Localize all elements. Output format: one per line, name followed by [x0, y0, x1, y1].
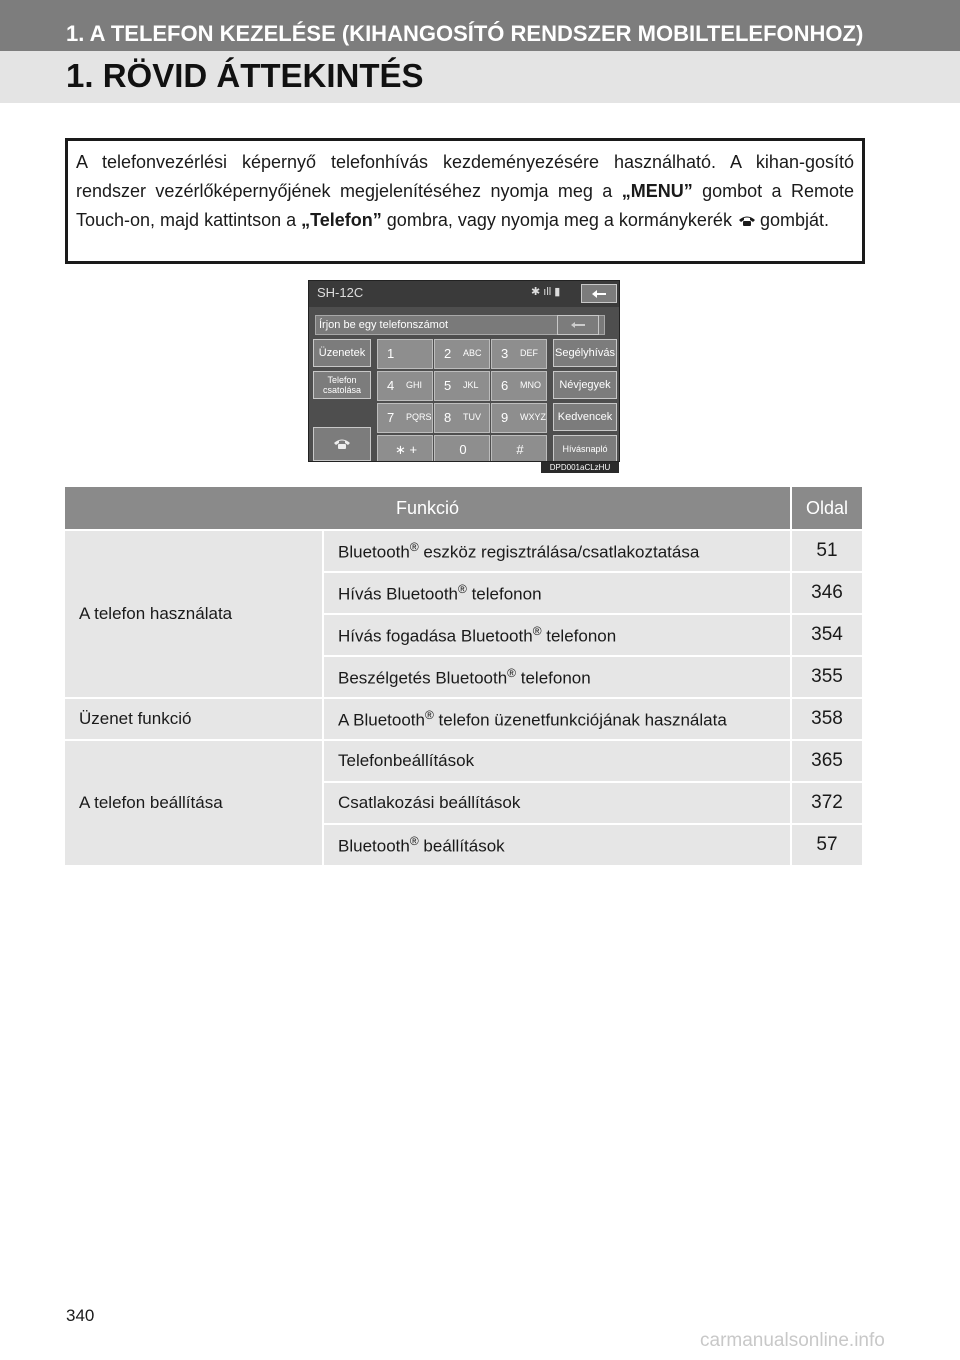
screen-key — [434, 371, 490, 401]
key-digit: 4 — [387, 378, 395, 393]
intro-text-1: A telefonvezérlési képernyő telefonhívás kezdeményezésére használható. A kihan-gosító rendszer vezérlőképernyőjének megjelenítéséhez nyomja meg a — [76, 152, 854, 201]
function-text-suffix: eszköz regisztrálása/csatlakoztatása — [418, 542, 700, 562]
registered-mark: ® — [409, 833, 419, 848]
function-text-suffix: beállítások — [418, 836, 505, 856]
intro-text-4: gombját. — [759, 210, 829, 230]
screen-back-button — [581, 284, 617, 303]
screen-key — [491, 371, 547, 401]
function-text: Bluetooth — [338, 542, 410, 562]
key-digit: 5 — [444, 378, 452, 393]
function-cell — [324, 697, 792, 739]
intro-box — [65, 138, 865, 264]
key-digit: 0 — [459, 442, 467, 457]
screen-right-button: Hívásnapló — [553, 435, 617, 462]
page-header — [0, 0, 960, 103]
group-name: A telefon használata — [65, 529, 324, 697]
function-text: Hívás fogadása Bluetooth — [338, 626, 533, 646]
function-text: Csatlakozási beállítások — [338, 793, 521, 812]
page-cell: 365 — [792, 739, 862, 781]
table-row — [65, 739, 862, 781]
page-cell: 372 — [792, 781, 862, 823]
screen-right-button: Segélyhívás — [553, 339, 617, 367]
table-row — [65, 697, 862, 739]
table-header-row — [65, 487, 862, 529]
chapter-title: 1. A TELEFON KEZELÉSE (KIHANGOSÍTÓ RENDSZER MOBILTELEFONHOZ) — [66, 21, 864, 46]
screen-key — [491, 435, 547, 462]
screen-left-button: Telefon csatolása — [313, 371, 371, 399]
group-name: A telefon beállítása — [65, 739, 324, 865]
registered-mark: ® — [458, 581, 467, 596]
screen-number-input: Írjon be egy telefonszámot — [315, 315, 605, 335]
function-text: A Bluetooth — [338, 710, 425, 730]
screen-key — [377, 339, 433, 369]
key-digit: 6 — [501, 378, 509, 393]
function-text: Beszélgetés Bluetooth — [338, 668, 508, 688]
function-cell — [324, 571, 792, 613]
screen-right-button: Névjegyek — [553, 371, 617, 399]
registered-mark: ® — [532, 623, 542, 638]
screen-key — [434, 403, 490, 433]
page-cell: 355 — [792, 655, 862, 697]
page-cell: 57 — [792, 823, 862, 865]
function-text: Hívás Bluetooth — [338, 584, 459, 604]
function-cell — [324, 529, 792, 571]
image-code: DPD001aCLzHU — [541, 462, 619, 473]
registered-mark: ® — [507, 665, 517, 680]
function-text: Telefonbeállítások — [338, 751, 475, 770]
registered-mark: ® — [409, 539, 419, 554]
back-arrow-icon — [590, 289, 608, 299]
key-digit: 3 — [501, 346, 509, 361]
section-title: 1. RÖVID ÁTTEKINTÉS — [66, 57, 424, 94]
page-number: 340 — [66, 1306, 95, 1325]
function-text-suffix: telefonon — [516, 668, 591, 688]
function-cell — [324, 823, 792, 865]
key-digit: 8 — [444, 410, 452, 425]
intro-text-2: gombot a Remote Touch-on, majd kattintson a — [76, 181, 854, 230]
key-letters: WXYZ — [520, 412, 546, 422]
key-letters: ABC — [463, 348, 482, 358]
intro-text-3: gombra, vagy nyomja meg a kormánykerék — [381, 210, 732, 230]
key-digit: 1 — [387, 346, 395, 361]
key-digit: 2 — [444, 346, 452, 361]
group-name: Üzenet funkció — [65, 697, 324, 739]
function-table — [65, 487, 862, 865]
function-text: Bluetooth — [338, 836, 410, 856]
function-cell — [324, 781, 792, 823]
function-cell — [324, 655, 792, 697]
function-text-suffix: telefon üzenetfunkciójának használata — [433, 710, 727, 730]
screen-key — [377, 403, 433, 433]
screen-backspace-button — [557, 315, 599, 335]
screen-device-name: SH-12C — [317, 285, 364, 300]
screen-key — [434, 435, 490, 462]
key-digit: 7 — [387, 410, 395, 425]
screen-key — [491, 403, 547, 433]
screen-key — [377, 435, 433, 462]
screen-call-button — [313, 427, 371, 461]
handset-icon — [332, 438, 352, 450]
phone-handset-icon — [738, 215, 756, 227]
function-cell — [324, 613, 792, 655]
screen-left-button: Üzenetek — [313, 339, 371, 367]
page-cell: 358 — [792, 697, 862, 739]
page-cell: 51 — [792, 529, 862, 571]
menu-keyword: „MENU” — [621, 181, 693, 201]
telefon-keyword: „Telefon” — [301, 210, 382, 230]
screen-status-icons: ✱ ıll ▮ — [531, 286, 561, 298]
key-letters: DEF — [520, 348, 538, 358]
screen-key — [434, 339, 490, 369]
phone-screen-image — [308, 280, 620, 462]
function-text-suffix: telefonon — [466, 584, 542, 604]
key-digit: 9 — [501, 410, 509, 425]
key-digit: # — [516, 442, 524, 457]
key-letters: GHI — [406, 380, 423, 390]
registered-mark: ® — [424, 707, 434, 722]
function-cell — [324, 739, 792, 781]
key-letters: PQRS — [406, 412, 432, 422]
key-letters: TUV — [463, 412, 481, 422]
key-letters: JKL — [463, 380, 479, 390]
screen-key — [377, 371, 433, 401]
backspace-icon — [570, 321, 586, 329]
watermark: carmanualsonline.info — [700, 1330, 885, 1351]
page-cell: 346 — [792, 571, 862, 613]
screen-right-button: Kedvencek — [553, 403, 617, 431]
header-function: Funkció — [65, 487, 792, 529]
header-page: Oldal — [792, 487, 862, 529]
key-letters: MNO — [520, 380, 541, 390]
function-text-suffix: telefonon — [541, 626, 617, 646]
table-row — [65, 529, 862, 571]
key-digit: ∗ + — [394, 442, 418, 457]
screen-key — [491, 339, 547, 369]
page-cell: 354 — [792, 613, 862, 655]
